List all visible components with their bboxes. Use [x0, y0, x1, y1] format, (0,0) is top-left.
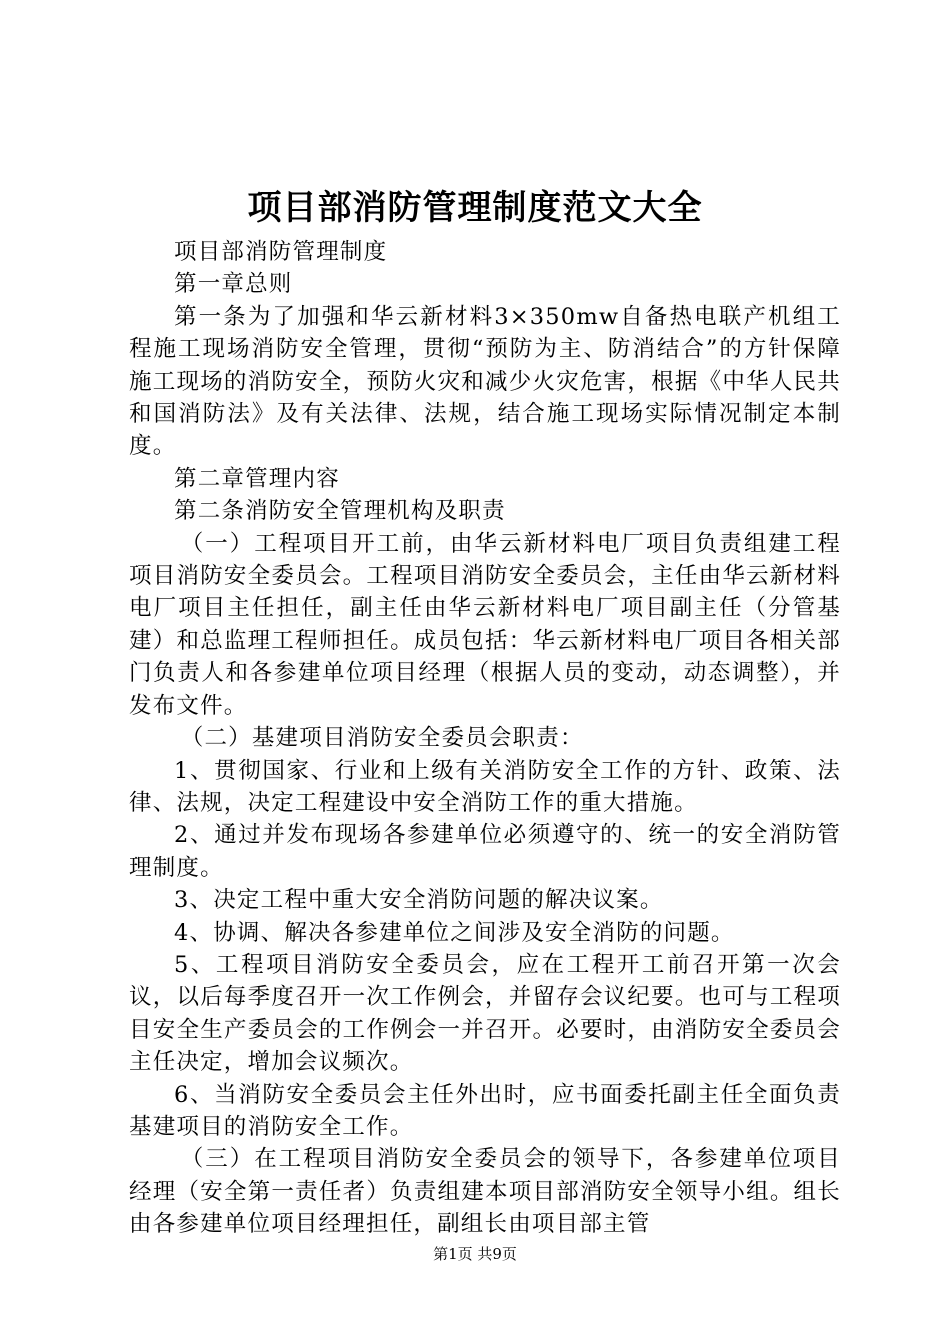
list-item: 3、决定工程中重大安全消防问题的解决议案。	[174, 887, 664, 914]
list-item: 5、工程项目消防安全委员会，应在工程开工前召开第一次会议，以后每季度召开一次工作例会，并留存会议纪要。也可与工程项目安全生产委员会的工作例会一并召开。必要时，由消防安全委员会主任决定，增加会议频次。	[129, 951, 841, 1076]
paragraph: （一）工程项目开工前，由华云新材料电厂项目负责组建工程项目消防安全委员会。工程项目消防安全委员会，主任由华云新材料电厂项目主任担任，副主任由华云新材料电厂项目副主任（分管基建）和总监理工程师担任。成员包括：华云新材料电厂项目各相关部门负责人和各参建单位项目经理（根据人员的变动，动态调整），并发布文件。	[129, 530, 841, 719]
page-number-footer: 第1页 共9页	[433, 1245, 517, 1263]
chapter-heading: 第一章总则	[174, 271, 293, 298]
list-item: 6、当消防安全委员会主任外出时，应书面委托副主任全面负责基建项目的消防安全工作。	[129, 1081, 841, 1140]
paragraph: 项目部消防管理制度	[174, 239, 388, 265]
chapter-heading: 第二章管理内容	[174, 465, 340, 492]
list-item: 2、通过并发布现场各参建单位必须遵守的、统一的安全消防管理制度。	[129, 822, 841, 881]
section-heading: （二）基建项目消防安全委员会职责：	[180, 725, 584, 752]
list-item: 1、贯彻国家、行业和上级有关消防安全工作的方针、政策、法律、法规，决定工程建设中安全消防工作的重大措施。	[129, 757, 841, 816]
paragraph: 第一条为了加强和华云新材料3×350mw自备热电联产机组工程施工现场消防安全管理，贯彻“预防为主、防消结合”的方针保障施工现场的消防安全，预防火灾和减少火灾危害，根据《中华人民共和国消防法》及有关法律、法规，结合施工现场实际情况制定本制度。	[129, 303, 841, 460]
section-heading: 第二条消防安全管理机构及职责	[174, 498, 506, 525]
document-title: 项目部消防管理制度范文大全	[247, 188, 703, 228]
list-item: 4、协调、解决各参建单位之间涉及安全消防的问题。	[174, 919, 735, 946]
paragraph: （三）在工程项目消防安全委员会的领导下，各参建单位项目经理（安全第一责任者）负责组建本项目部消防安全领导小组。组长由各参建单位项目经理担任，副组长由项目部主管	[129, 1146, 841, 1238]
document-body	[129, 236, 841, 1241]
